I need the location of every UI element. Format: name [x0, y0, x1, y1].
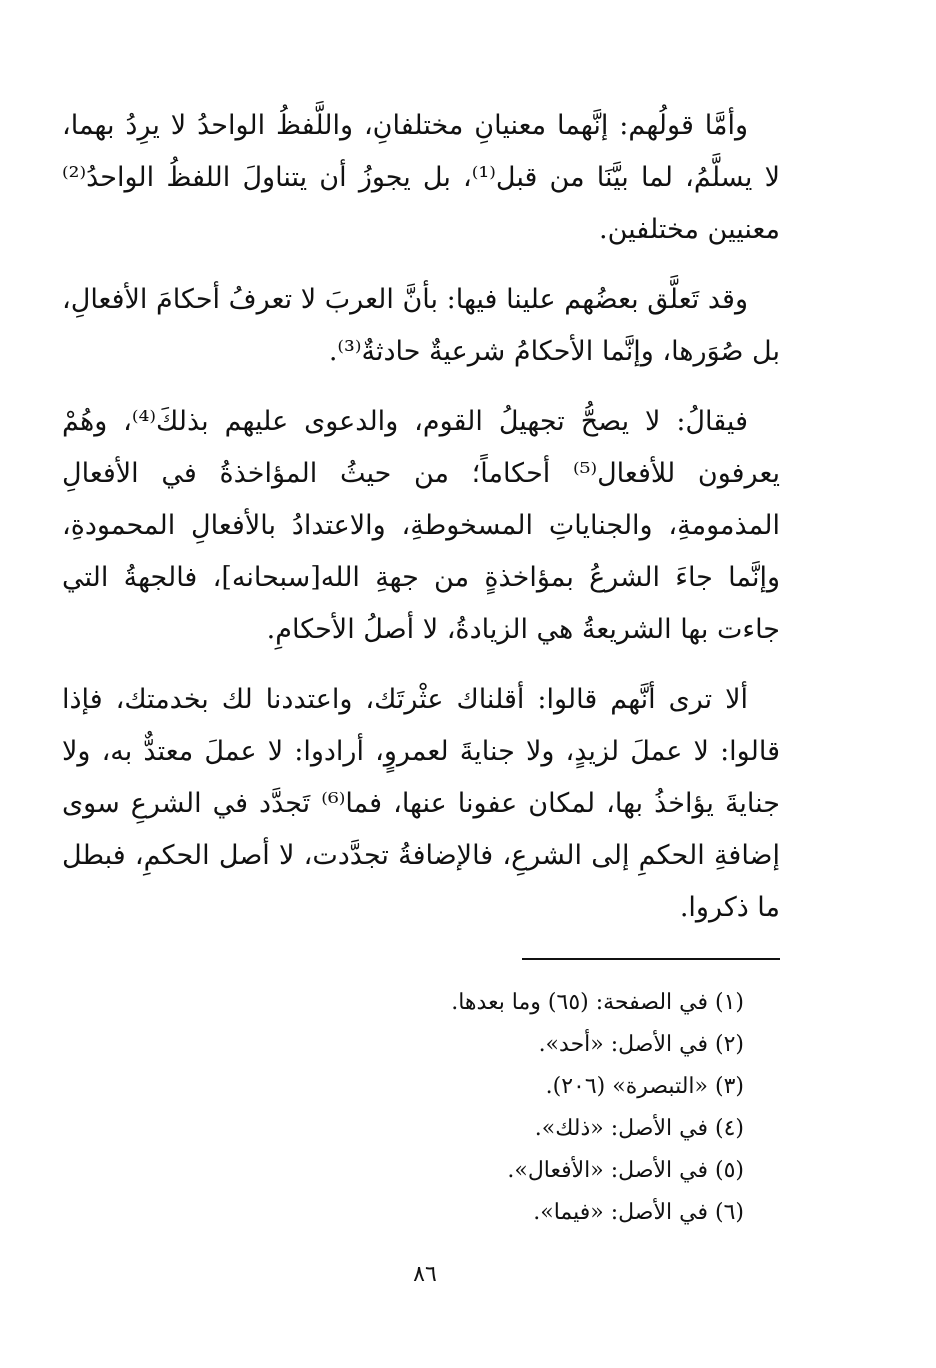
footnote-3: (٣) «التبصرة» (٢٠٦).	[545, 1074, 744, 1099]
paragraph-4: ألا ترى أنَّهم قالوا: أقلناك عثْرتَك، واعتددنا لك بخدمتك، فإذا قالوا: لا عملَ لزيدٍ، ولا جنايةَ لعمروٍ، أرادوا: لا عملَ معتدٌّ به، ولا جنايةَ يؤاخذُ بها، لمكان عفونا عنها، فما⁽⁶⁾ تَجدَّد في الشرعِ سوى إضافةِ الحكمِ إلى الشرعِ، فالإضافةُ تجدَّدت، لا أصل الحكمِ، فبطل ما ذكروا.	[62, 684, 780, 923]
footnote-divider	[522, 958, 780, 960]
footnotes	[224, 982, 744, 1234]
footnote-6: (٦) في الأصل: «فيما».	[533, 1200, 744, 1225]
paragraph-2: وقد تَعلَّق بعضُهم علينا فيها: بأنَّ العربَ لا تعرفُ أحكامَ الأفعالِ، بل صُوَرها، وإنَّما الأحكامُ شرعيةٌ حادثةٌ⁽³⁾.	[62, 284, 780, 367]
main-text	[62, 100, 780, 952]
paragraph-1: وأمَّا قولُهم: إنَّهما معنيانِ مختلفانِ، واللَّفظُ الواحدُ لا يرِدُ بهما، لا يسلَّمُ، لما بيَّنَا من قبل⁽¹⁾، بل يجوزُ أن يتناولَ اللفظُ الواحدُ⁽²⁾ معنيين مختلفين.	[62, 110, 780, 245]
paragraph-3: فيقالُ: لا يصحُّ تجهيلُ القوم، والدعوى عليهم بذلكَ⁽⁴⁾، وهُمْ يعرفون للأفعال⁽⁵⁾ أحكاماً؛ من حيثُ المؤاخذةُ في الأفعالِ المذمومةِ، والجناياتِ المسخوطةِ، والاعتدادُ بالأفعالِ المحمودةِ، وإنَّما جاءَ الشرعُ بمؤاخذةٍ من جهةِ الله[سبحانه]، فالجهةُ التي جاءت بها الشريعةُ هي الزيادةُ، لا أصلُ الأحكامِ.	[62, 406, 780, 645]
footnote-5: (٥) في الأصل: «الأفعال».	[507, 1158, 744, 1183]
page-number: ٨٦	[413, 1262, 437, 1287]
footnote-4: (٤) في الأصل: «ذلك».	[534, 1116, 744, 1141]
footnote-2: (٢) في الأصل: «أحد».	[538, 1032, 744, 1057]
footnote-1: (١) في الصفحة: (٦٥) وما بعدها.	[451, 990, 744, 1015]
